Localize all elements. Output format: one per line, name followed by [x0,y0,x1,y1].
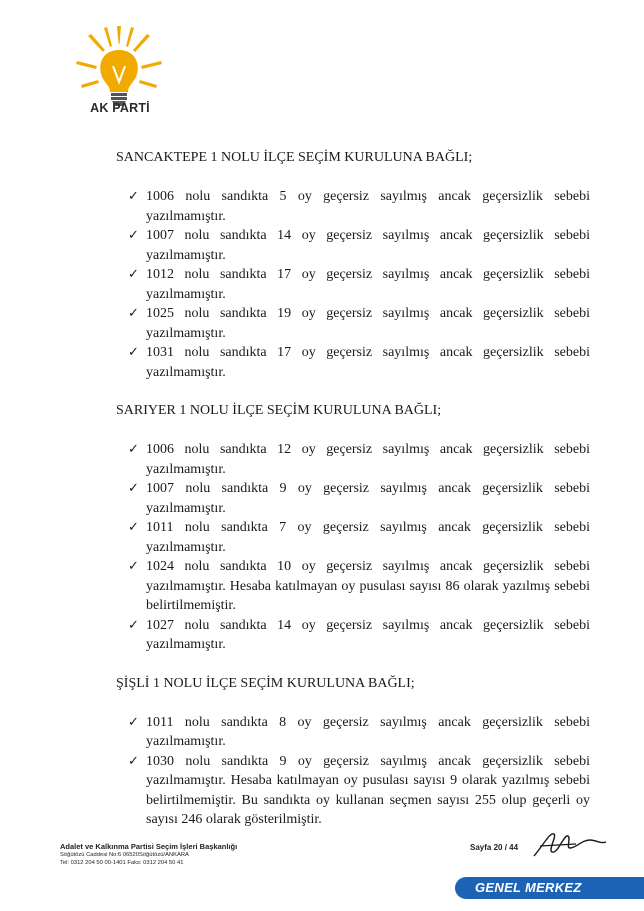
list-item [116,616,590,655]
checkmark-icon: ✓ [128,617,139,633]
list-item [116,343,590,382]
item-text: 1030 nolu sandıkta 9 oy geçersiz sayılmış ancak geçersizlik sebebi yazılmamıştır. Hesaba katılmayan oy pusulası sayısı 9 olarak yazılmış sebebi belirtilmemiştir. Bu sandıkta oy kullanan seçmen sayısı 255 olup geçerli oy sayısı 246 olarak gösterilmiştir. [146,753,590,827]
checkmark-icon: ✓ [128,345,139,360]
bullet-list [116,187,590,382]
section-title: ŞİŞLİ 1 NOLU İLÇE SEÇİM KURULUNA BAĞLI; [116,675,415,691]
checkmark-icon: ✓ [128,559,139,574]
bullet-list [116,713,590,830]
checkmark-icon: ✓ [128,228,139,243]
checkmark-icon: ✓ [128,714,139,730]
page-number: Sayfa 20 / 44 [470,843,519,852]
document-body [116,148,590,830]
section-title: SANCAKTEPE 1 NOLU İLÇE SEÇİM KURULUNA BAĞLI; [116,150,473,165]
item-text: 1006 nolu sandıkta 5 oy geçersiz sayılmış ancak geçersizlik sebebi yazılmamıştır. [146,189,590,224]
list-item [116,187,590,226]
checkmark-icon: ✓ [128,306,139,321]
item-text: 1027 nolu sandıkta 14 oy geçersiz sayılmış ancak geçersizlik sebebi yazılmamıştır. [146,617,590,652]
footer [60,842,237,867]
list-item [116,226,590,265]
list-item [116,479,590,518]
item-text: 1011 nolu sandıkta 7 oy geçersiz sayılmış ancak geçersizlik sebebi yazılmamıştır. [146,520,590,555]
checkmark-icon: ✓ [128,267,139,282]
checkmark-icon: ✓ [128,481,139,496]
list-item [116,713,590,752]
item-text: 1007 nolu sandıkta 14 oy geçersiz sayılmış ancak geçersizlik sebebi yazılmamıştır. [146,228,590,263]
checkmark-icon: ✓ [128,442,139,457]
list-item [116,518,590,557]
list-item [116,557,590,616]
footer-phone: Tel: 0312 204 50 00-1401 Faks: 0312 204 50 41 [60,860,184,866]
item-text: 1024 nolu sandıkta 10 oy geçersiz sayılmış ancak geçersizlik sebebi yazılmamıştır. Hesaba katılmayan oy pusulası sayısı 86 olarak yazılmış sebebi belirtilmemiştir. [146,559,590,613]
signature-icon [530,826,610,862]
footer-address: Söğütözü Caddesi No:6 06520Söğütözü/ANKARA [60,852,189,858]
list-item [116,265,590,304]
logo-text: AK PARTİ [90,101,150,115]
list-item [116,752,590,830]
item-text: 1011 nolu sandıkta 8 oy geçersiz sayılmış ancak geçersizlik sebebi yazılmamıştır. [146,714,590,749]
checkmark-icon: ✓ [128,189,139,204]
item-text: 1025 nolu sandıkta 19 oy geçersiz sayılmış ancak geçersizlik sebebi yazılmamıştır. [146,306,590,341]
item-text: 1007 nolu sandıkta 9 oy geçersiz sayılmış ancak geçersizlik sebebi yazılmamıştır. [146,481,590,516]
item-text: 1031 nolu sandıkta 17 oy geçersiz sayılmış ancak geçersizlik sebebi yazılmamıştır. [146,345,590,380]
item-text: 1006 nolu sandıkta 12 oy geçersiz sayılmış ancak geçersizlik sebebi yazılmamıştır. [146,442,590,477]
checkmark-icon: ✓ [128,520,139,535]
section-title: SARIYER 1 NOLU İLÇE SEÇİM KURULUNA BAĞLI; [116,403,442,418]
list-item [116,304,590,343]
checkmark-icon: ✓ [128,753,139,769]
bullet-list [116,440,590,655]
item-text: 1012 nolu sandıkta 17 oy geçersiz sayılmış ancak geçersizlik sebebi yazılmamıştır. [146,267,590,302]
footer-banner-label: GENEL MERKEZ [475,880,582,895]
footer-org: Adalet ve Kalkınma Partisi Seçim İşleri Başkanlığı [60,842,238,851]
list-item [116,440,590,479]
